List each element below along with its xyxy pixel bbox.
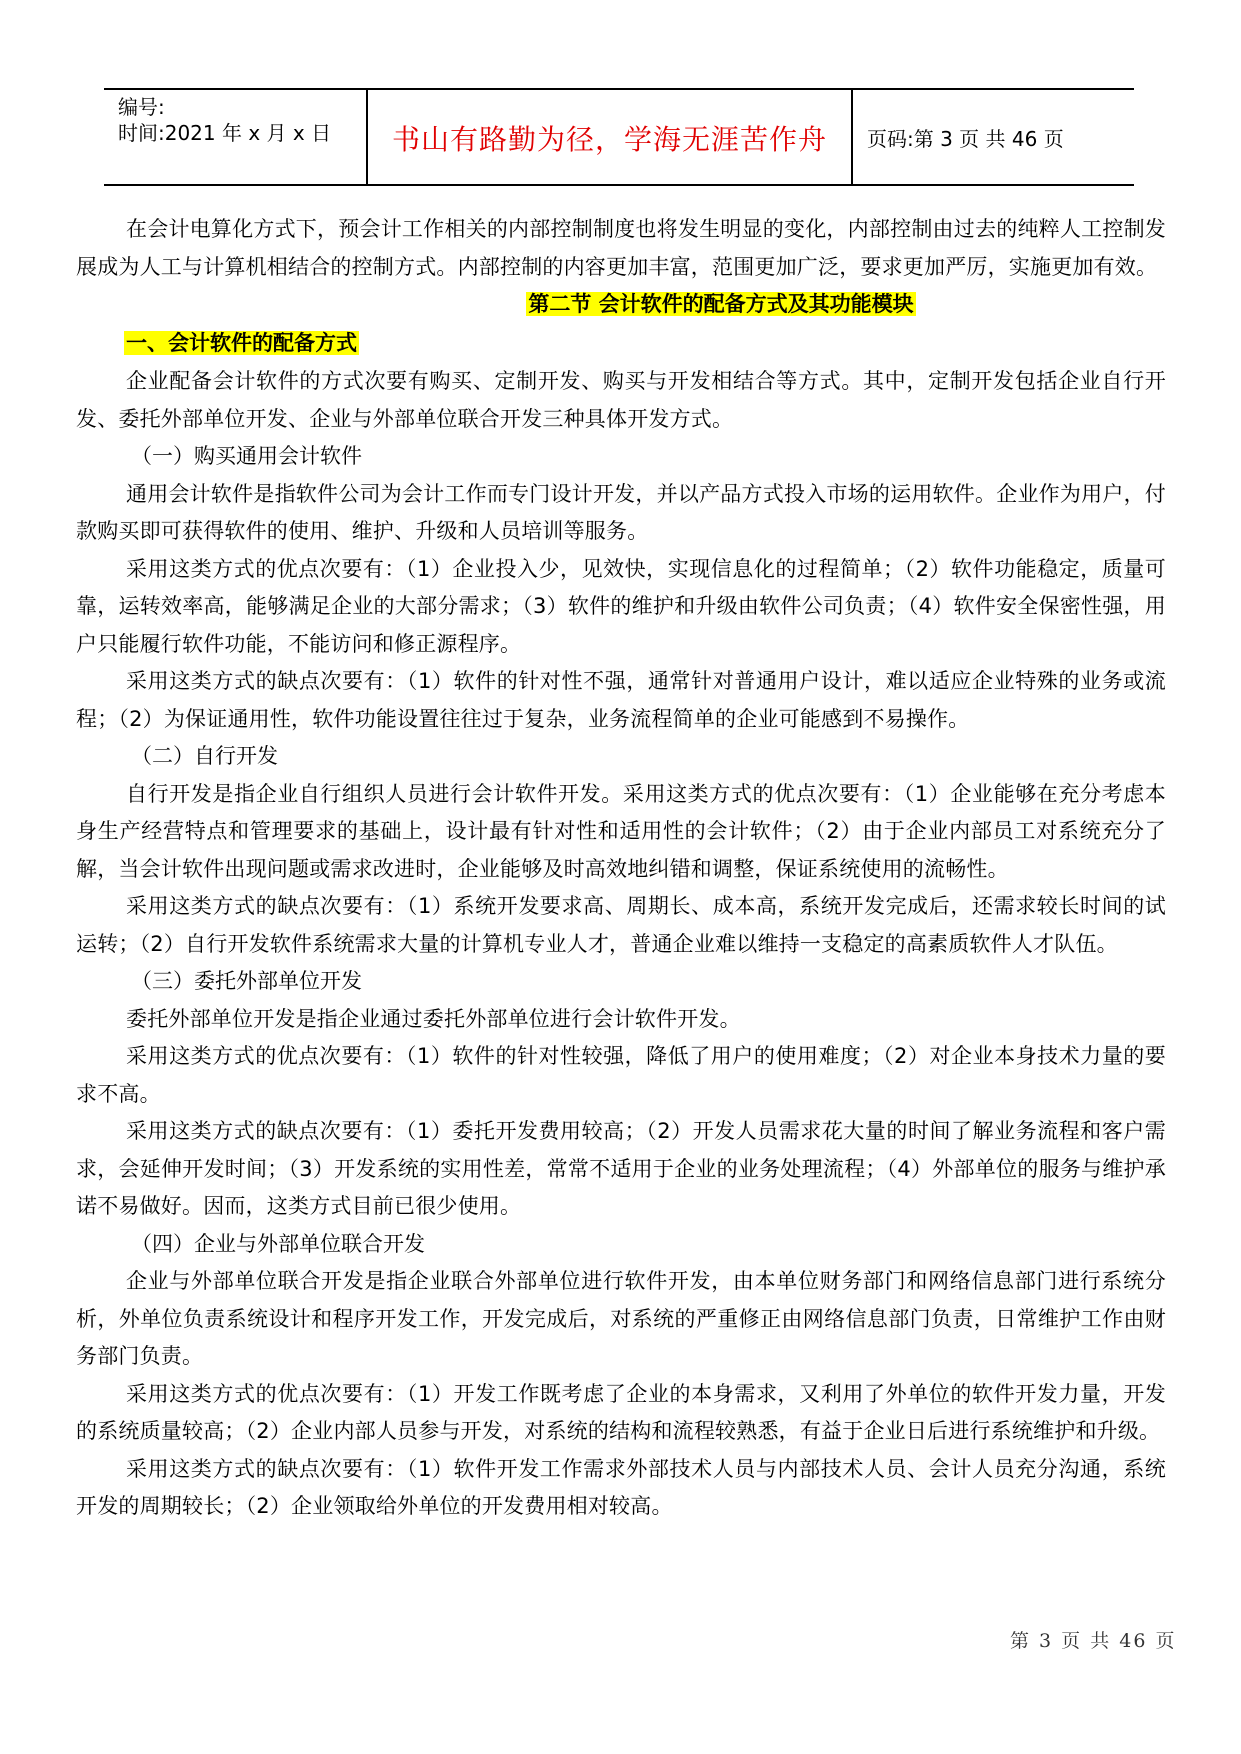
section-title: 第二节 会计软件的配备方式及其功能模块 xyxy=(528,292,914,316)
header-page-number: 页码:第 3 页 共 46 页 xyxy=(867,127,1064,151)
paragraph: 委托外部单位开发是指企业通过委托外部单位进行会计软件开发。 xyxy=(126,1006,741,1031)
paragraph: 在会计电算化方式下，预会计工作相关的内部控制制度也将发生明显的变化，内部控制由过去的纯粹人工控制发展成为人工与计算机相结合的控制方式。内部控制的内容更加丰富，范围更加广泛，要求更加严厉，实施更加有效。 xyxy=(76,217,1166,279)
subheading: （二）自行开发 xyxy=(131,744,278,768)
document-number-label: 编号: xyxy=(118,95,165,119)
paragraph: 采用这类方式的缺点次要有：（1）软件的针对性不强，通常针对普通用户设计，难以适应企业特殊的业务或流程；（2）为保证通用性，软件功能设置往往过于复杂，业务流程简单的企业可能感到不易操作。 xyxy=(76,669,1166,731)
document-time-label: 时间:2021 年 x 月 x 日 xyxy=(118,121,332,145)
subheading: （三）委托外部单位开发 xyxy=(131,969,362,993)
section-title-line xyxy=(76,286,1166,325)
paragraph: 企业与外部单位联合开发是指企业联合外部单位进行软件开发，由本单位财务部门和网络信息部门进行系统分析，外单位负责系统设计和程序开发工作，开发完成后，对系统的严重修正由网络信息部门负责，日常维护工作由财务部门负责。 xyxy=(76,1269,1166,1368)
header-page-cell xyxy=(853,90,1134,184)
heading-line xyxy=(76,325,1166,364)
paragraph: 通用会计软件是指软件公司为会计工作而专门设计开发，并以产品方式投入市场的运用软件。企业作为用户，付款购买即可获得软件的使用、维护、升级和人员培训等服务。 xyxy=(76,481,1166,543)
paragraph: 采用这类方式的优点次要有：（1）企业投入少，见效快，实现信息化的过程简单；（2）软件功能稳定，质量可靠，运转效率高，能够满足企业的大部分需求；（3）软件的维护和升级由软件公司负责；（4）软件安全保密性强，用户只能履行软件功能，不能访问和修正源程序。 xyxy=(76,556,1166,656)
document-body xyxy=(76,211,1166,1526)
paragraph: 采用这类方式的缺点次要有：（1）软件开发工作需求外部技术人员与内部技术人员、会计人员充分沟通，系统开发的周期较长；（2）企业领取给外单位的开发费用相对较高。 xyxy=(76,1456,1166,1518)
page-header xyxy=(104,88,1134,186)
heading-1: 一、会计软件的配备方式 xyxy=(126,330,357,355)
subheading: （四）企业与外部单位联合开发 xyxy=(131,1231,425,1256)
header-meta-cell xyxy=(104,90,368,184)
subheading: （一）购买通用会计软件 xyxy=(131,444,362,468)
header-motto: 书山有路勤为径，学海无涯苦作舟 xyxy=(391,123,827,156)
paragraph: 自行开发是指企业自行组织人员进行会计软件开发。采用这类方式的优点次要有：（1）企业能够在充分考虑本身生产经营特点和管理要求的基础上，设计最有针对性和适用性的会计软件；（2）由于企业内部员工对系统充分了解，当会计软件出现问题或需求改进时，企业能够及时高效地纠错和调整，保证系统使用的流畅性。 xyxy=(76,781,1166,881)
paragraph: 采用这类方式的优点次要有：（1）开发工作既考虑了企业的本身需求，又利用了外单位的软件开发力量，开发的系统质量较高；（2）企业内部人员参与开发，对系统的结构和流程较熟悉，有益于企业日后进行系统维护和升级。 xyxy=(76,1381,1166,1443)
paragraph: 采用这类方式的缺点次要有：（1）委托开发费用较高；（2）开发人员需求花大量的时间了解业务流程和客户需求，会延伸开发时间；（3）开发系统的实用性差，常常不适用于企业的业务处理流程；（4）外部单位的服务与维护承诺不易做好。因而，这类方式目前已很少使用。 xyxy=(76,1119,1166,1218)
page-footer: 第 3 页 共 46 页 xyxy=(1010,1630,1177,1652)
paragraph: 企业配备会计软件的方式次要有购买、定制开发、购买与开发相结合等方式。其中，定制开发包括企业自行开发、委托外部单位开发、企业与外部单位联合开发三种具体开发方式。 xyxy=(76,369,1166,431)
header-motto-cell xyxy=(368,90,853,184)
paragraph: 采用这类方式的缺点次要有：（1）系统开发要求高、周期长、成本高，系统开发完成后，还需求较长时间的试运转；（2）自行开发软件系统需求大量的计算机专业人才，普通企业难以维持一支稳定的高素质软件人才队伍。 xyxy=(76,894,1166,956)
paragraph: 采用这类方式的优点次要有：（1）软件的针对性较强，降低了用户的使用难度；（2）对企业本身技术力量的要求不高。 xyxy=(76,1044,1166,1106)
